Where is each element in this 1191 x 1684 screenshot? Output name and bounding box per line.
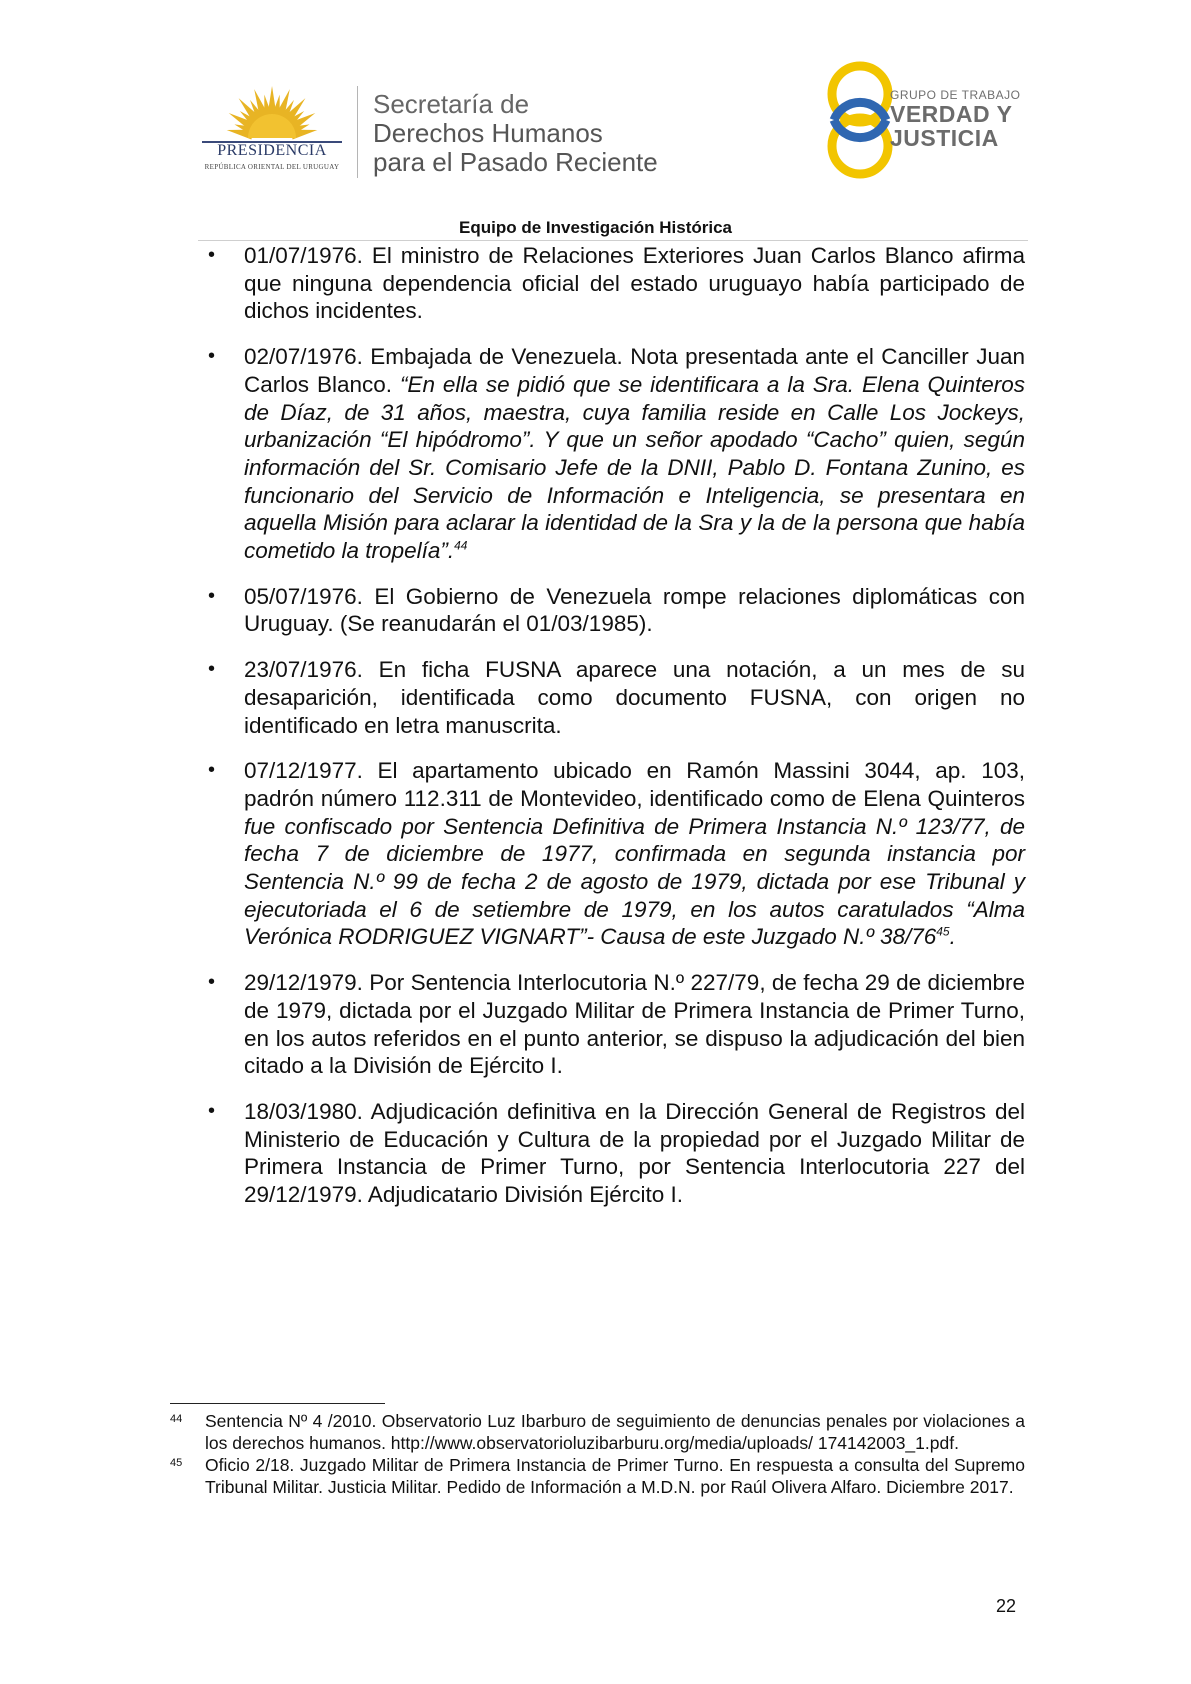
list-item (208, 1098, 1025, 1209)
entry-quote: fue confiscado por Sentencia Definitiva de Primera Instancia N.º 123/77, de fecha 7 de diciembre de 1977, confirmada en segunda instancia por Sentencia N.º 99 de fecha 2 de agosto de 1979, dictada por ese Tribunal y ejecutoriada el 6 de setiembre de 1979, en los autos caratulados “Alma Verónica RODRIGUEZ VIGNART”- Causa de este Juzgado N.º 38/76 (244, 813, 1025, 950)
entry-quote: “En ella se pidió que se identificara a la Sra. Elena Quinteros de Díaz, de 31 años, maestra, cuya familia reside en Calle Los Jockeys, urbanización “El hipódromo”. Y que un señor apodado “Cacho” quien, según información del Sr. Comisario Jefe de la DNII, Pablo D. Fontana Zunino, es funcionario del Servicio de Información e Inteligencia, se presentara en aquella Misión para aclarar la identidad de la Sra y la de la persona que había cometido la tropelía”. (244, 371, 1025, 564)
grupo-line-3: JUSTICIA (890, 125, 999, 151)
entry-text: 23/07/1976. En ficha FUSNA aparece una notación, a un mes de su desaparición, identificada como documento FUSNA, con origen no identificado en letra manuscrita. (244, 657, 1025, 738)
page-number: 22 (996, 1596, 1017, 1616)
secretaria-line-1: Secretaría de (373, 89, 530, 119)
team-title: Equipo de Investigación Histórica (459, 218, 732, 237)
footnote-number: 45 (170, 1457, 183, 1469)
entry-text: 29/12/1979. Por Sentencia Interlocutoria N.º 227/79, de fecha 29 de diciembre de 1979, dictada por el Juzgado Militar de Primera Instancia de Primer Turno, en los autos referidos en el punto anterior, se dispuso la adjudicación del bien citado a la División de Ejército I. (244, 970, 1025, 1079)
secretaria-line-2: Derechos Humanos (373, 118, 603, 148)
presidencia-subtitle: REPÚBLICA ORIENTAL DEL URUGUAY (204, 163, 340, 171)
grupo-trabajo-text (890, 88, 1020, 150)
list-item (208, 242, 1025, 325)
footnote-number: 44 (170, 1413, 183, 1425)
footnote (170, 1410, 1025, 1454)
chronology-list (208, 242, 1025, 1227)
footnotes (170, 1410, 1025, 1498)
grupo-line-2: VERDAD Y (890, 101, 1013, 127)
entry-tail: . (949, 924, 956, 950)
footnote (170, 1454, 1025, 1498)
list-item (208, 583, 1025, 638)
secretaria-line-3: para el Pasado Reciente (373, 147, 658, 177)
footnote-text: Sentencia Nº 4 /2010. Observatorio Luz Ibarburo de seguimiento de denuncias penales por violaciones a los derechos humanos. http://www.observatorioluzibarburu.org/media/uploads/ 174142003_1.pdf. (205, 1411, 1025, 1453)
footnote-text: Oficio 2/18. Juzgado Militar de Primera Instancia de Primer Turno. En respuesta a consulta del Supremo Tribunal Militar. Justicia Militar. Pedido de Información a M.D.N. por Raúl Olivera Alfaro. Diciembre 2017. (205, 1455, 1025, 1497)
entry-text: 01/07/1976. El ministro de Relaciones Exteriores Juan Carlos Blanco afirma que ninguna dependencia oficial del estado uruguayo había participado de dichos incidentes. (244, 243, 1025, 324)
footnote-ref[interactable]: 45 (936, 924, 950, 939)
entry-text: 05/07/1976. El Gobierno de Venezuela rompe relaciones diplomáticas con Uruguay. (Se reanudarán el 01/03/1985). (244, 583, 1025, 637)
list-item (208, 757, 1025, 951)
presidencia-name: PRESIDENCIA (217, 142, 327, 159)
list-item (208, 969, 1025, 1080)
list-item (208, 343, 1025, 565)
entry-text: 18/03/1980. Adjudicación definitiva en la Dirección General de Registros del Ministerio de Educación y Cultura de la propiedad por el Juzgado Militar de Primera Instancia de Primer Turno, por Sentencia Interlocutoria 227 del 29/12/1979. Adjudicatario División Ejército I. (244, 1098, 1025, 1208)
footnote-separator (170, 1403, 385, 1404)
verdad-justicia-rings-icon (820, 58, 900, 182)
header-divider (357, 86, 358, 178)
secretaria-logo-text (373, 90, 658, 177)
page-header (0, 0, 1191, 250)
header-rule (198, 240, 1028, 241)
grupo-line-1: GRUPO DE TRABAJO (890, 88, 1021, 102)
entry-text: 02/07/1976. Embajada de Venezuela. Nota presentada ante el Canciller Juan Carlos Blanco. (244, 344, 1025, 397)
footnote-ref[interactable]: 44 (454, 538, 468, 553)
entry-text: 07/12/1977. El apartamento ubicado en Ramón Massini 3044, ap. 103, padrón número 112.311 de Montevideo, identificado como de Elena Quinteros (244, 758, 1025, 811)
list-item (208, 656, 1025, 739)
